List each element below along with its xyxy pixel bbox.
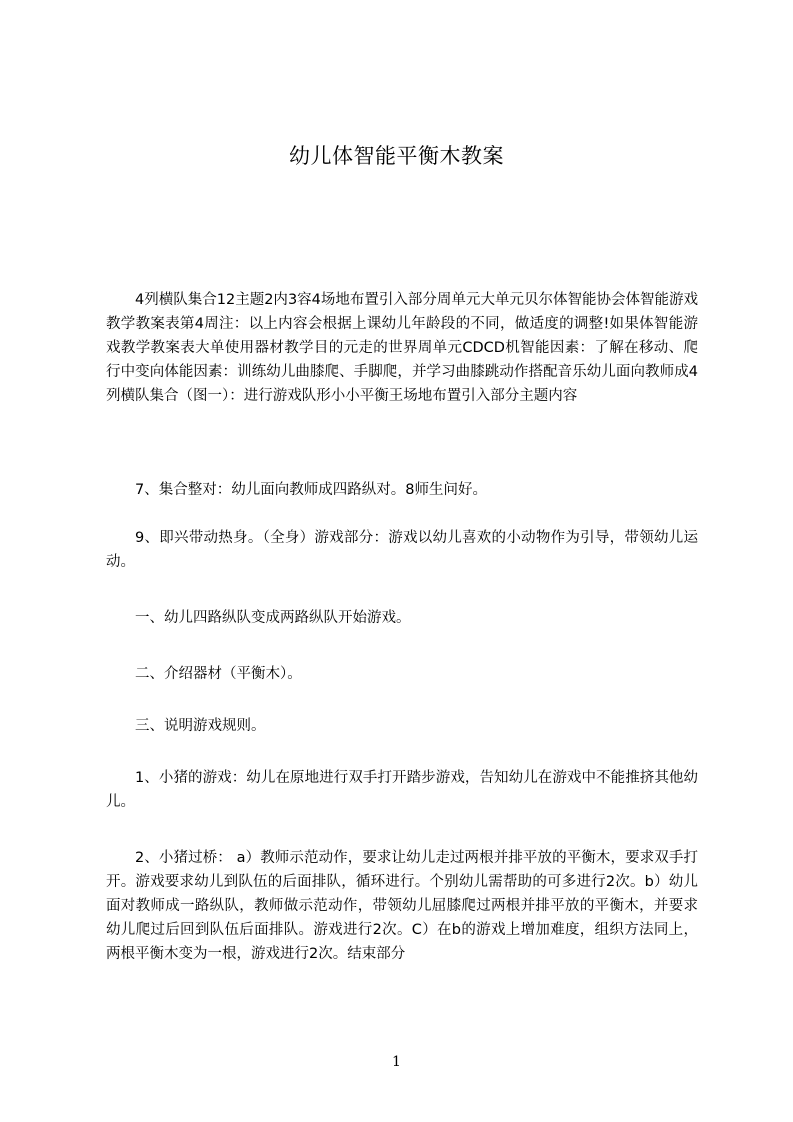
document-title: 幼儿体智能平衡木教案	[289, 144, 504, 168]
paragraph-piglet-bridge: 2、小猪过桥： a）教师示范动作，要求让幼儿走过两根并排平放的平衡木，要求双手打开。游戏要求幼儿到队伍的后面排队，循环进行。个别幼儿需帮助的可多进行2次。b）幼儿面对教师成一路纵队，教师做示范动作，带领幼儿屈膝爬过两根并排平放的平衡木，并要求幼儿爬过后回到队伍后面排队。游戏进行2次。C）在b的游戏上增加难度，组织方法同上，两根平衡木变为一根，游戏进行2次。结束部分	[106, 850, 698, 962]
paragraph-step-two: 二、介绍器材（平衡木）。	[135, 666, 302, 682]
paragraph-step-three: 三、说明游戏规则。	[135, 718, 266, 734]
paragraph-piglet-game: 1、小猪的游戏：幼儿在原地进行双手打开踏步游戏，告知幼儿在游戏中不能推挤其他幼儿。	[106, 770, 698, 810]
paragraph-intro: 4列横队集合12主题2内3容4场地布置引入部分周单元大单元贝尔体智能协会体智能游戏教学教案表第4周注：以上内容会根据上课幼儿年龄段的不同，做适度的调整!如果体智能游戏教学教案表大单使用器材教学目的元走的世界周单元CDCD机智能因素：了解在移动、爬行中变向体能因素：训练幼儿曲膝爬、手脚爬，并学习曲膝跳动作搭配音乐幼儿面向教师成4列横队集合（图一）：进行游戏队形小小平衡王场地布置引入部分主题内容	[106, 292, 698, 404]
page-number: 1	[392, 1054, 401, 1070]
paragraph-assembly: 7、集合整对：幼儿面向教师成四路纵对。8师生问好。	[135, 482, 487, 498]
paragraph-step-one: 一、幼儿四路纵队变成两路纵队开始游戏。	[135, 610, 411, 626]
paragraph-warmup: 9、即兴带动热身。（全身）游戏部分：游戏以幼儿喜欢的小动物作为引导，带领幼儿运动。	[106, 530, 698, 570]
